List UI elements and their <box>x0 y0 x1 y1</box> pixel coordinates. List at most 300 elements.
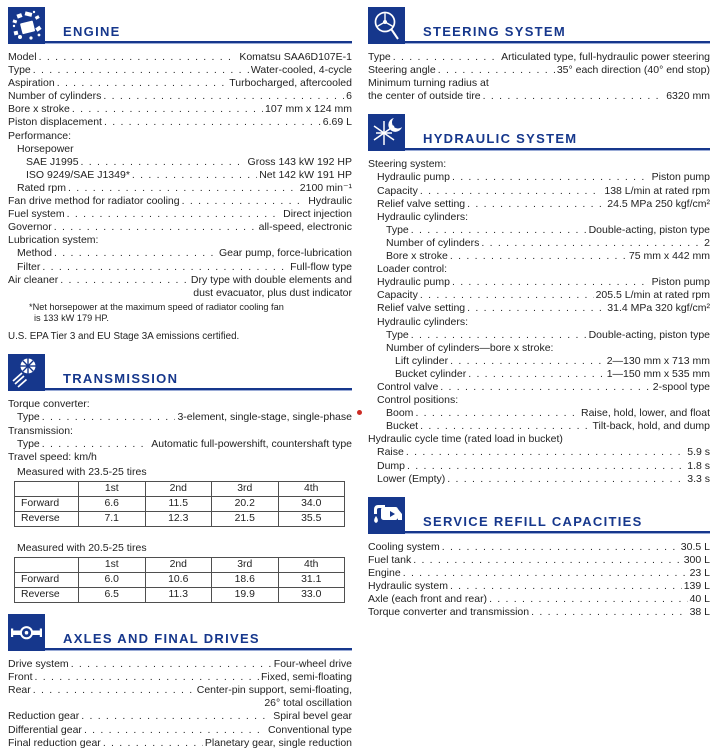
spec-row <box>8 64 352 77</box>
spec-label: Hydraulic cylinders: <box>377 315 469 328</box>
spec-label: the center of outside tire <box>368 90 481 103</box>
dot-leader <box>415 407 579 420</box>
spec-row <box>368 250 710 263</box>
spec-label: Type <box>8 64 31 77</box>
spec-value: Fixed, semi-floating <box>260 671 352 684</box>
spec-label: Air cleaner <box>8 273 59 286</box>
dot-leader <box>54 221 257 234</box>
spec-value-continuation <box>8 287 352 300</box>
spec-row <box>368 541 710 554</box>
table-cell: Forward <box>15 496 79 511</box>
spec-row <box>368 90 710 103</box>
spec-value: Water-cooled, 4-cycle <box>250 64 352 77</box>
table-cell: 33.0 <box>278 588 345 603</box>
spec-label: Number of cylinders—bore x stroke: <box>386 341 554 354</box>
spec-value: 6.69 L <box>322 116 352 129</box>
spec-label: Filter <box>17 260 41 273</box>
dot-leader <box>42 261 288 274</box>
dot-leader <box>438 64 555 77</box>
section-divider <box>45 648 352 651</box>
spec-row <box>8 77 352 90</box>
dot-leader <box>68 182 298 195</box>
spec-label: Hydraulic pump <box>377 171 450 184</box>
dot-leader <box>42 411 176 424</box>
spec-group-label <box>368 211 710 224</box>
section-body <box>8 398 352 603</box>
spec-label: Rear <box>8 684 31 697</box>
spec-row <box>368 368 710 381</box>
spec-group-label <box>368 158 710 171</box>
spec-label: Hydraulic pump <box>377 276 450 289</box>
spec-label: Transmission: <box>8 424 73 437</box>
spec-value: 38 L <box>689 606 710 619</box>
right-column <box>368 7 710 748</box>
spec-row <box>8 274 352 287</box>
dot-leader <box>440 381 651 394</box>
spec-value: 138 L/min at rated rpm <box>604 184 710 197</box>
spec-value: 1.8 s <box>687 459 710 472</box>
spec-value: 31.4 MPa 320 kgf/cm² <box>607 302 710 315</box>
spec-row <box>8 438 352 451</box>
spec-label: Type <box>386 223 409 236</box>
spec-label: Axle (each front and rear) <box>368 593 488 606</box>
table-header-row <box>15 558 345 573</box>
spec-group-label <box>8 425 352 438</box>
section-divider <box>45 388 352 391</box>
spec-label: Piston displacement <box>8 116 102 129</box>
table-header-cell: 2nd <box>145 481 212 496</box>
table-header-cell <box>15 481 79 496</box>
spec-label: Bucket <box>386 420 419 433</box>
section-transmission <box>8 354 352 603</box>
spec-row <box>8 169 352 182</box>
spec-value: all-speed, electronic <box>258 221 352 234</box>
section-title: STEERING SYSTEM <box>423 24 567 39</box>
engine-icon <box>8 7 45 44</box>
section-engine <box>8 7 352 343</box>
table-row <box>15 573 345 588</box>
spec-row <box>8 411 352 424</box>
spec-row <box>368 289 710 302</box>
table-cell: 35.5 <box>278 511 345 526</box>
spec-label: Differential gear <box>8 723 82 736</box>
spec-value: 26° total oscillation <box>264 697 352 710</box>
section-title: SERVICE REFILL CAPACITIES <box>423 513 643 529</box>
table-header-cell: 1st <box>79 481 146 496</box>
dot-leader <box>72 103 263 116</box>
spec-label: SAE J1995 <box>26 155 79 168</box>
spec-row <box>8 195 352 208</box>
spec-group-label <box>8 398 352 411</box>
red-dot-marker <box>357 410 362 415</box>
dot-leader <box>420 185 603 198</box>
table-cell: 6.6 <box>79 496 146 511</box>
spec-label: Model <box>8 51 37 63</box>
dot-leader <box>531 606 687 619</box>
dot-leader <box>442 541 679 554</box>
table-header-cell: 3rd <box>212 558 279 573</box>
spacer <box>8 529 352 540</box>
spec-value: 35° each direction (40° end stop) <box>556 64 710 77</box>
dot-leader <box>57 77 228 90</box>
dot-leader <box>452 276 650 289</box>
spec-group-label <box>368 433 710 446</box>
table-cell: 34.0 <box>278 496 345 511</box>
spec-label: Horsepower <box>17 142 74 155</box>
dot-leader <box>467 302 605 315</box>
spec-value: 5.9 s <box>687 446 710 459</box>
caption-text: Measured with 23.5-25 tires <box>17 465 147 478</box>
spec-label: Relief valve setting <box>377 302 466 315</box>
section-body <box>368 51 710 103</box>
table-cell: 7.1 <box>79 511 146 526</box>
spec-row <box>8 182 352 195</box>
spec-row <box>368 554 710 567</box>
table-cell: Reverse <box>15 588 79 603</box>
dot-leader <box>413 554 682 567</box>
spec-label: Engine <box>368 566 401 579</box>
spec-value: Tilt-back, hold, and dump <box>592 420 710 433</box>
spec-label: Minimum turning radius at <box>368 77 489 90</box>
spec-label: Aspiration <box>8 77 55 90</box>
travel-speed-table <box>14 557 345 603</box>
table-header-cell: 3rd <box>212 481 279 496</box>
footnote-line: *Net horsepower at the maximum speed of radiator cooling fan <box>29 301 284 312</box>
table-header-cell: 2nd <box>145 558 212 573</box>
spec-row <box>8 116 352 129</box>
dot-leader <box>467 198 605 211</box>
spec-row <box>8 90 352 103</box>
dot-leader <box>33 684 195 697</box>
spec-value: 205.5 L/min at rated rpm <box>595 289 710 302</box>
spec-label: Reduction gear <box>8 710 80 723</box>
table-cell: 20.2 <box>212 496 279 511</box>
spec-value: 30.5 L <box>680 540 710 553</box>
spec-group-label <box>368 394 710 407</box>
spec-row <box>8 208 352 221</box>
transmission-icon <box>8 354 45 391</box>
dot-leader <box>54 247 217 260</box>
spec-group-label <box>8 143 352 156</box>
spec-label: Dump <box>377 459 406 472</box>
dot-leader <box>81 710 271 723</box>
spec-row <box>8 658 352 671</box>
table-header-cell: 4th <box>278 481 345 496</box>
dot-leader <box>450 580 682 593</box>
spec-row <box>368 567 710 580</box>
spec-label: Steering angle <box>368 64 436 77</box>
spec-label: Number of cylinders <box>386 236 480 249</box>
dot-leader <box>67 208 282 221</box>
table-header-cell: 1st <box>79 558 146 573</box>
section-axles-and-final-drives <box>8 614 352 750</box>
spec-row <box>368 237 710 250</box>
spec-row <box>368 302 710 315</box>
spec-label: Capacity <box>377 289 418 302</box>
spec-label: Type <box>17 437 40 450</box>
spec-row <box>368 198 710 211</box>
spec-value: Komatsu SAA6D107E-1 <box>239 51 352 63</box>
spec-label: Type <box>368 51 391 63</box>
spec-label: Drive system <box>8 658 69 671</box>
spec-label: Hydraulic system <box>368 580 448 592</box>
spec-label: Lubrication system: <box>8 234 99 247</box>
spec-row <box>368 224 710 237</box>
table-cell: 6.0 <box>79 573 146 588</box>
spec-label: Boom <box>386 407 414 420</box>
section-body <box>368 541 710 620</box>
spec-label: Loader control: <box>377 263 448 276</box>
spec-value: 24.5 MPa 250 kgf/cm² <box>607 197 710 210</box>
spec-label: Fuel tank <box>368 553 412 566</box>
spec-value: Center-pin support, semi-floating, <box>196 684 352 697</box>
spec-row <box>8 221 352 234</box>
spec-row <box>8 261 352 274</box>
spec-value: dust evacuator, plus dust indicator <box>193 286 352 299</box>
spec-row <box>8 103 352 116</box>
section-steering-system <box>368 7 710 103</box>
spec-row <box>8 684 352 697</box>
dot-leader <box>468 368 605 381</box>
dot-leader <box>420 289 594 302</box>
section-title: ENGINE <box>63 24 121 39</box>
spec-label: Governor <box>8 221 52 234</box>
spec-value: 2 <box>704 236 710 249</box>
section-divider <box>405 148 710 151</box>
section-header <box>368 114 710 151</box>
spec-group-label <box>368 77 710 90</box>
spec-row <box>368 381 710 394</box>
spec-label: Method <box>17 247 53 260</box>
section-title: AXLES AND FINAL DRIVES <box>63 631 260 647</box>
spec-row <box>8 156 352 169</box>
spec-value: 2—130 mm x 713 mm <box>606 354 710 367</box>
dot-leader <box>481 237 702 250</box>
section-title: TRANSMISSION <box>63 371 179 387</box>
dot-leader <box>407 460 685 473</box>
dot-leader <box>84 724 266 737</box>
spec-value: Double-acting, piston type <box>588 223 710 236</box>
table-cell: Reverse <box>15 511 79 526</box>
spec-value: Double-acting, piston type <box>588 328 710 341</box>
spec-label: Fan drive method for radiator cooling <box>8 195 180 208</box>
spec-group-label <box>8 130 352 143</box>
table-row <box>15 511 345 526</box>
spec-label: Final reduction gear <box>8 736 101 749</box>
table-caption <box>8 542 352 555</box>
emissions-note: U.S. EPA Tier 3 and EU Stage 3A emissions certified. <box>8 331 240 343</box>
spec-value: 300 L <box>683 553 710 566</box>
dot-leader <box>182 195 307 208</box>
spec-value: Planetary gear, single reduction <box>204 736 352 749</box>
table-cell: 21.5 <box>212 511 279 526</box>
dot-leader <box>452 171 650 184</box>
spec-value: Turbocharged, aftercooled <box>229 77 352 90</box>
spec-row <box>368 355 710 368</box>
spec-value-continuation <box>8 697 352 710</box>
table-cell: Forward <box>15 573 79 588</box>
spec-value: Gross 143 kW 192 HP <box>247 155 352 168</box>
spec-row <box>368 446 710 459</box>
spec-label: Number of cylinders <box>8 90 102 103</box>
spec-group-label <box>368 263 710 276</box>
spec-label: Hydraulic cycle time (rated load in bucket) <box>368 433 563 446</box>
spec-row <box>8 247 352 260</box>
spec-value: Full-flow type <box>290 260 352 273</box>
spec-label: Lower (Empty) <box>377 472 446 485</box>
spec-label: Control valve <box>377 380 439 393</box>
spec-label: Relief valve setting <box>377 197 466 210</box>
dot-leader <box>393 51 499 64</box>
spec-group-label <box>368 342 710 355</box>
table-row <box>15 588 345 603</box>
spec-group-label <box>8 451 352 464</box>
spec-group-label <box>8 234 352 247</box>
dot-leader <box>33 64 249 77</box>
dot-leader <box>42 438 149 451</box>
spec-row <box>368 329 710 342</box>
spec-row <box>368 606 710 619</box>
dot-leader <box>489 593 688 606</box>
spec-value: 2100 min⁻¹ <box>299 181 352 194</box>
table-cell: 6.5 <box>79 588 146 603</box>
dot-leader <box>411 329 587 342</box>
spec-row <box>368 171 710 184</box>
table-header-cell <box>15 558 79 573</box>
spec-label: Raise <box>377 446 404 459</box>
spec-value: Piston pump <box>651 171 710 184</box>
spec-label: Travel speed: km/h <box>8 450 97 463</box>
spec-value: Gear pump, force-lubrication <box>218 247 352 260</box>
section-title: HYDRAULIC SYSTEM <box>423 131 578 147</box>
footnote-line: is 133 kW 179 HP. <box>34 313 109 324</box>
spec-label: Rated rpm <box>17 181 67 194</box>
dot-leader <box>450 355 605 368</box>
spec-label: Torque converter: <box>8 398 90 411</box>
table-cell: 11.5 <box>145 496 212 511</box>
section-body <box>8 51 352 343</box>
dot-leader <box>39 51 238 64</box>
dot-leader <box>60 274 189 287</box>
dot-leader <box>35 671 259 684</box>
spec-group-label <box>368 316 710 329</box>
left-column <box>8 7 352 748</box>
spec-value: Automatic full-powershift, countershaft type <box>151 437 352 450</box>
spec-label: Type <box>17 411 40 424</box>
spec-value: 75 mm x 442 mm <box>628 250 710 263</box>
spec-label: Hydraulic cylinders: <box>377 210 469 223</box>
spec-label: Bore x stroke <box>386 250 448 263</box>
spec-label: Performance: <box>8 129 72 142</box>
dot-leader <box>483 90 665 103</box>
dot-leader <box>420 420 590 433</box>
spec-value: 107 mm x 124 mm <box>265 103 352 116</box>
section-header <box>8 614 352 651</box>
spec-value: 6 <box>346 90 352 103</box>
spec-row <box>368 64 710 77</box>
spec-value: Hydraulic <box>308 195 352 208</box>
spec-label: Steering system: <box>368 158 447 171</box>
spec-value: 3.3 s <box>687 472 710 485</box>
spec-row <box>8 710 352 723</box>
spec-value: Net 142 kW 191 HP <box>259 168 352 181</box>
dot-leader <box>81 156 246 169</box>
table-header-cell: 4th <box>278 558 345 573</box>
dot-leader <box>103 737 203 750</box>
dot-leader <box>103 90 344 103</box>
table-caption <box>8 466 352 479</box>
spec-row <box>368 593 710 606</box>
spec-value: Four-wheel drive <box>273 658 352 671</box>
spec-label: Bucket cylinder <box>395 367 467 380</box>
table-cell: 18.6 <box>212 573 279 588</box>
spec-label: Capacity <box>377 184 418 197</box>
spec-value: Conventional type <box>267 723 352 736</box>
table-cell: 11.3 <box>145 588 212 603</box>
table-cell: 12.3 <box>145 511 212 526</box>
section-hydraulic-system <box>368 114 710 485</box>
table-cell: 19.9 <box>212 588 279 603</box>
section-header <box>8 7 352 44</box>
caption-text: Measured with 20.5-25 tires <box>17 541 147 554</box>
section-divider <box>45 41 352 44</box>
spec-row <box>368 407 710 420</box>
spec-value: 23 L <box>689 566 710 579</box>
spec-value: 6320 mm <box>666 90 710 103</box>
spec-row <box>8 724 352 737</box>
section-divider <box>405 531 710 534</box>
dot-leader <box>450 250 627 263</box>
spec-label: Cooling system <box>368 540 440 553</box>
spec-row <box>368 473 710 486</box>
dot-leader <box>406 446 685 459</box>
table-row <box>15 496 345 511</box>
section-body <box>368 158 710 485</box>
table-cell: 10.6 <box>145 573 212 588</box>
hydraulic-icon <box>368 114 405 151</box>
footnote <box>8 302 352 325</box>
section-header <box>368 497 710 534</box>
dot-leader <box>403 567 688 580</box>
section-service-refill-capacities <box>368 497 710 620</box>
spec-row <box>8 671 352 684</box>
dot-leader <box>411 224 587 237</box>
spec-row <box>368 420 710 433</box>
section-body <box>8 658 352 750</box>
table-header-row <box>15 481 345 496</box>
spec-label: Lift cylinder <box>395 354 449 367</box>
dot-leader <box>132 169 257 182</box>
spec-value: 1—150 mm x 535 mm <box>606 367 710 380</box>
spec-value: Spiral bevel gear <box>273 710 352 723</box>
spec-value: Piston pump <box>651 276 710 289</box>
spec-row <box>368 460 710 473</box>
section-divider <box>405 41 710 44</box>
spec-value: Raise, hold, lower, and float <box>581 407 710 420</box>
spec-label: Front <box>8 671 33 684</box>
section-header <box>368 7 710 44</box>
spec-value: 2-spool type <box>652 380 710 393</box>
section-header <box>8 354 352 391</box>
spec-label: ISO 9249/SAE J1349* <box>26 168 130 181</box>
travel-speed-table <box>14 481 345 527</box>
spec-label: Control positions: <box>377 394 459 407</box>
spec-label: Type <box>386 328 409 341</box>
spec-row <box>368 580 710 593</box>
spec-value: Direct injection <box>283 208 352 221</box>
spec-row <box>368 276 710 289</box>
spec-row <box>368 185 710 198</box>
